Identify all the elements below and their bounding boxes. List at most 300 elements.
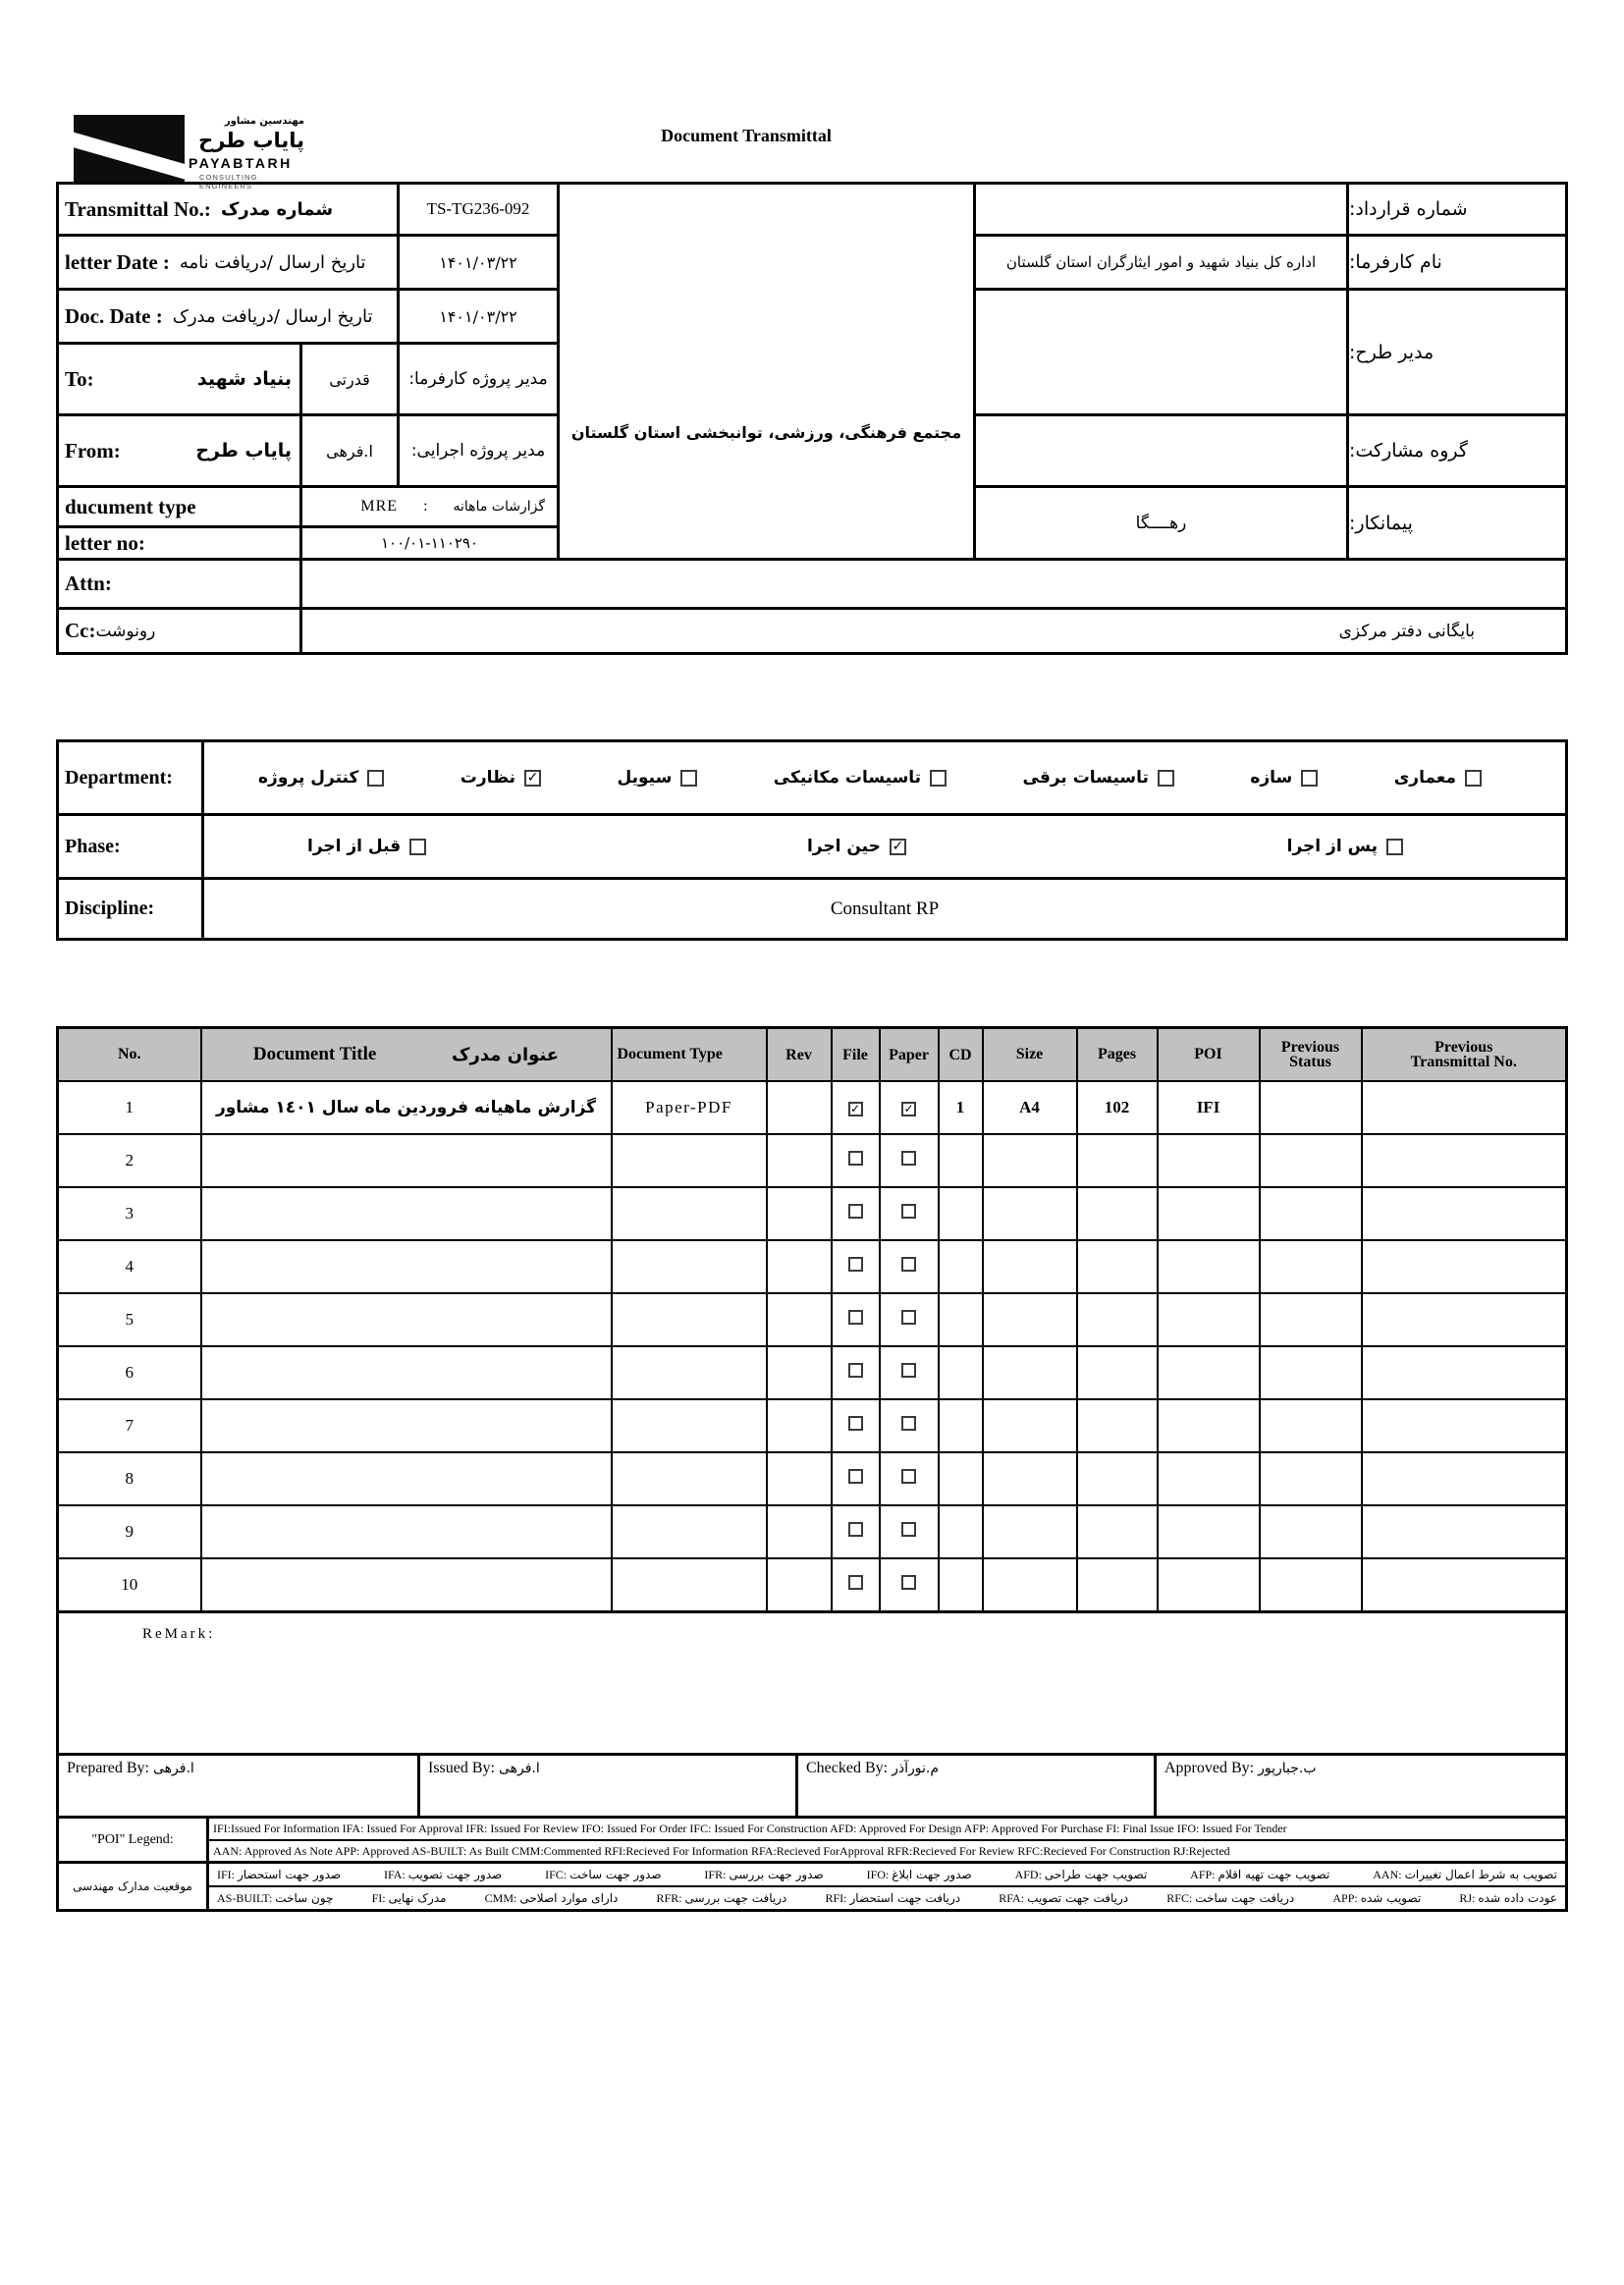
cell-poi: [1158, 1293, 1260, 1346]
cell-file: [832, 1240, 880, 1293]
cell-cd: [939, 1505, 983, 1558]
cell-prev-status: [1260, 1293, 1362, 1346]
cell-prev-status: [1260, 1187, 1362, 1240]
document-type-value-en: MRE: [360, 498, 399, 515]
cell-doc-type: [612, 1505, 767, 1558]
cell-title: [201, 1293, 612, 1346]
signature-label: Issued By:: [428, 1760, 499, 1776]
cell-file: [832, 1293, 880, 1346]
department-label: معماری: [1393, 768, 1456, 788]
contract-no-value: [976, 185, 1349, 237]
cell-size: [983, 1187, 1077, 1240]
cell-no: 8: [58, 1452, 201, 1505]
department-checkbox[interactable]: [1465, 770, 1482, 787]
department-item: [1023, 768, 1174, 788]
cell-title: [201, 1187, 612, 1240]
col-paper: Paper: [880, 1028, 939, 1082]
cell-title: گزارش ماهیانه فروردین ماه سال ١٤٠١ مشاور: [201, 1081, 612, 1134]
cell-prev-transmittal: [1362, 1346, 1567, 1399]
col-no: No.: [58, 1028, 201, 1082]
cell-rev: [767, 1187, 832, 1240]
cell-paper-checkbox[interactable]: [901, 1310, 916, 1325]
cell-doc-type: [612, 1346, 767, 1399]
legend-item-code: IFI:: [217, 1867, 238, 1881]
cell-cd: [939, 1399, 983, 1452]
classification-table: [56, 739, 1568, 941]
cell-paper-checkbox[interactable]: [901, 1416, 916, 1431]
page-title: Document Transmittal: [661, 126, 832, 145]
legend-item: [1373, 1868, 1557, 1882]
cell-size: [983, 1293, 1077, 1346]
signature-cell-checked-by-: [798, 1756, 1157, 1816]
cell-pages: [1077, 1134, 1158, 1187]
legend-item-code: IFO:: [866, 1867, 893, 1881]
cell-rev: [767, 1134, 832, 1187]
poi-legend-fa-label: موقعیت مدارک مهندسی: [59, 1864, 209, 1909]
header-table: [56, 182, 1568, 655]
department-label: نظارت: [460, 768, 515, 788]
document-list-table: [56, 1026, 1568, 1613]
attn-label: Attn:: [65, 571, 112, 595]
cell-no: 6: [58, 1346, 201, 1399]
cell-pages: [1077, 1187, 1158, 1240]
cell-no: 1: [58, 1081, 201, 1134]
legend-item: [217, 1868, 341, 1882]
legend-item-text: تصویب جهت طراحی: [1044, 1867, 1148, 1881]
cell-title: [201, 1452, 612, 1505]
cell-prev-status: [1260, 1399, 1362, 1452]
department-label: سیویل: [617, 768, 673, 788]
letter-no-label: letter no:: [65, 530, 145, 555]
document-type-value-fa: گزارشات ماهانه: [453, 499, 545, 515]
cell-doc-type: [612, 1134, 767, 1187]
signature-label: Checked By:: [806, 1760, 893, 1776]
cell-no: 2: [58, 1134, 201, 1187]
signature-cell-approved-by-: [1157, 1756, 1565, 1816]
cell-file-checkbox[interactable]: [848, 1151, 863, 1166]
doc-date-label-en: Doc. Date :: [65, 303, 163, 328]
letter-date-value-text: ۱۴۰۱/۰۳/۲۲: [439, 252, 517, 272]
cell-prev-transmittal: [1362, 1399, 1567, 1452]
legend-item-code: APP:: [1332, 1890, 1361, 1905]
legend-item-text: صدور جهت استحضار: [238, 1867, 342, 1881]
cc-value-cell: [302, 610, 1565, 652]
cell-poi: [1158, 1558, 1260, 1612]
to-cell: [59, 345, 302, 416]
legend-item: [384, 1868, 502, 1882]
project-name-cell: [560, 185, 976, 561]
cell-paper: [880, 1134, 939, 1187]
cell-title: [201, 1558, 612, 1612]
col-cd: CD: [939, 1028, 983, 1082]
document-row: [58, 1505, 1567, 1558]
transmittal-no-label-cell: [59, 185, 400, 237]
from-value: پایاب طرح: [195, 440, 292, 462]
cell-prev-status: [1260, 1558, 1362, 1612]
cell-rev: [767, 1505, 832, 1558]
legend-item-text: صدور جهت ابلاغ: [892, 1867, 972, 1881]
signature-cell-prepared-by-: [59, 1756, 420, 1816]
cell-paper-checkbox[interactable]: [901, 1522, 916, 1537]
phase-label: پس از اجرا: [1286, 837, 1378, 856]
remark-label: ReMark:: [142, 1626, 216, 1642]
cc-value: بایگانی دفتر مرکزی: [1338, 621, 1475, 641]
cell-file: [832, 1399, 880, 1452]
poi-legend-table: [56, 1819, 1568, 1912]
cell-paper: [880, 1558, 939, 1612]
phase-label: حین اجرا: [806, 837, 881, 856]
cell-cd: [939, 1134, 983, 1187]
design-manager-value: [976, 291, 1349, 416]
legend-item-text: مدرک نهایی: [388, 1890, 447, 1905]
poi-legend-en-row-2: AAN: Approved As Note APP: Approved AS-BUILT: As Built CMM:Commented RFI:Recieved For Information RFA:Recieved ForApproval RFR:Recieved For Review RFC:Recieved For Construction RJ:Rejected: [209, 1841, 1565, 1864]
document-type-separator: :: [423, 498, 428, 515]
legend-item-code: AS-BUILT:: [217, 1890, 276, 1905]
phase-item: [807, 837, 906, 856]
department-checkbox[interactable]: [1301, 770, 1318, 787]
signature-cell-issued-by-: [420, 1756, 798, 1816]
phase-label: قبل از اجرا: [307, 837, 402, 856]
col-prev-status: Previous Status: [1260, 1028, 1362, 1082]
cell-file: [832, 1346, 880, 1399]
cell-pages: [1077, 1558, 1158, 1612]
cell-cd: [939, 1452, 983, 1505]
legend-item-text: تصویب به شرط اعمال تغییرات: [1404, 1867, 1557, 1881]
cell-rev: [767, 1452, 832, 1505]
jv-label: گروه مشارکت:: [1349, 416, 1565, 488]
cell-file-checkbox[interactable]: [848, 1416, 863, 1431]
cell-prev-status: [1260, 1346, 1362, 1399]
department-checkbox[interactable]: [680, 770, 697, 787]
doc-date-value: [400, 291, 560, 345]
cell-file-checkbox[interactable]: [848, 1310, 863, 1325]
cell-doc-type: [612, 1187, 767, 1240]
legend-item: [999, 1891, 1128, 1906]
legend-item: [657, 1891, 787, 1906]
department-checkbox[interactable]: [367, 770, 384, 787]
transmittal-no-label-en: Transmittal No.:: [65, 196, 211, 221]
cc-label-fa: رونوشت: [95, 621, 156, 641]
client-pm-role-label: مدیر پروژه کارفرما:: [400, 345, 560, 416]
col-poi: POI: [1158, 1028, 1260, 1082]
cell-cd: [939, 1558, 983, 1612]
department-item: [774, 768, 947, 788]
phase-item: [1287, 837, 1403, 856]
department-label: Department:: [65, 766, 173, 789]
department-item: [460, 768, 541, 788]
cell-paper-checkbox[interactable]: [901, 1102, 916, 1116]
discipline-label: Discipline:: [65, 898, 155, 919]
transmittal-no-label-fa: شماره مدرک: [220, 198, 334, 220]
phase-checkbox[interactable]: [1386, 839, 1403, 855]
department-checkbox[interactable]: [1158, 770, 1174, 787]
cell-file: [832, 1187, 880, 1240]
document-row: [58, 1240, 1567, 1293]
col-rev: Rev: [767, 1028, 832, 1082]
department-checkbox[interactable]: [930, 770, 947, 787]
cell-paper-checkbox[interactable]: [901, 1469, 916, 1484]
cell-paper-checkbox[interactable]: [901, 1151, 916, 1166]
cell-rev: [767, 1293, 832, 1346]
executive-pm-role-label: مدیر پروژه اجرایی:: [400, 416, 560, 488]
legend-item: [1459, 1891, 1557, 1906]
cell-file: [832, 1452, 880, 1505]
department-items: [204, 742, 1565, 816]
cell-no: 9: [58, 1505, 201, 1558]
cell-rev: [767, 1558, 832, 1612]
phase-checkbox[interactable]: [409, 839, 426, 855]
legend-item-text: دریافت جهت بررسی: [684, 1890, 787, 1905]
cell-cd: [939, 1240, 983, 1293]
logo-fa-name: پایاب طرح: [198, 129, 304, 152]
department-item: [1394, 768, 1482, 788]
discipline-value: Consultant RP: [830, 898, 940, 919]
col-title-en: Document Title: [252, 1044, 377, 1064]
poi-legend-label: "POI" Legend:: [59, 1819, 209, 1864]
phase-item: [307, 837, 426, 856]
legend-item-text: صدور جهت بررسی: [729, 1867, 824, 1881]
department-item: [258, 768, 384, 788]
document-row: [58, 1293, 1567, 1346]
cell-file-checkbox[interactable]: [848, 1204, 863, 1219]
logo-en-subtitle: CONSULTING ENGINEERS: [199, 173, 258, 190]
cc-label-cell: [59, 610, 302, 652]
department-checkbox[interactable]: [524, 770, 541, 787]
col-title: [201, 1028, 612, 1082]
cell-prev-transmittal: [1362, 1187, 1567, 1240]
to-person: قدرتی: [302, 345, 400, 416]
contractor-label: پیمانکار:: [1349, 488, 1565, 561]
department-label: کنترل پروژه: [258, 768, 359, 788]
signature-name: ا.فرهی: [499, 1761, 540, 1776]
cell-file: [832, 1081, 880, 1134]
poi-legend-fa-row-1: [209, 1864, 1565, 1887]
col-title-fa: عنوان مدرک: [452, 1044, 560, 1065]
legend-item: [1015, 1868, 1148, 1882]
legend-item: [372, 1891, 447, 1906]
legend-item-code: RFA:: [999, 1890, 1028, 1905]
legend-item-code: RFC:: [1166, 1890, 1196, 1905]
cell-poi: [1158, 1134, 1260, 1187]
document-type-value-cell: [302, 488, 560, 528]
document-row: [58, 1187, 1567, 1240]
legend-item: [545, 1868, 661, 1882]
cell-size: [983, 1346, 1077, 1399]
legend-item: [485, 1891, 619, 1906]
cell-file-checkbox[interactable]: [848, 1522, 863, 1537]
document-type-label: ducument type: [65, 494, 196, 518]
cell-title: [201, 1399, 612, 1452]
col-doc-type: Document Type: [612, 1028, 767, 1082]
cell-file-checkbox[interactable]: [848, 1257, 863, 1272]
legend-item-text: تصویب جهت تهیه اقلام: [1218, 1867, 1330, 1881]
phase-checkbox[interactable]: [890, 839, 906, 855]
legend-item-code: RJ:: [1459, 1890, 1479, 1905]
document-row: [58, 1452, 1567, 1505]
cell-paper: [880, 1346, 939, 1399]
cell-prev-status: [1260, 1240, 1362, 1293]
department-label: تاسیسات مکانیکی: [773, 768, 922, 788]
cell-pages: [1077, 1293, 1158, 1346]
phase-items: [204, 816, 1565, 880]
cell-no: 10: [58, 1558, 201, 1612]
document-row: [58, 1558, 1567, 1612]
transmittal-no-value: TS-TG236-092: [400, 185, 560, 237]
cell-size: [983, 1134, 1077, 1187]
cell-prev-transmittal: [1362, 1240, 1567, 1293]
cell-paper: [880, 1399, 939, 1452]
cell-poi: IFI: [1158, 1081, 1260, 1134]
cell-rev: [767, 1346, 832, 1399]
signature-name: ب.جبارپور: [1258, 1761, 1317, 1776]
company-logo-icon: [74, 115, 185, 184]
cell-size: [983, 1240, 1077, 1293]
cell-paper: [880, 1081, 939, 1134]
legend-item: [825, 1891, 960, 1906]
legend-item-code: AAN:: [1373, 1867, 1405, 1881]
legend-item-code: AFP:: [1190, 1867, 1218, 1881]
contract-no-label: شماره قرارداد:: [1349, 185, 1565, 237]
cell-paper-checkbox[interactable]: [901, 1204, 916, 1219]
cell-prev-transmittal: [1362, 1558, 1567, 1612]
department-item: [617, 768, 697, 788]
doc-date-label-fa: تاریخ ارسال /دریافت مدرک: [172, 305, 373, 327]
cell-no: 3: [58, 1187, 201, 1240]
cell-paper-checkbox[interactable]: [901, 1257, 916, 1272]
attn-value-cell: [302, 561, 1565, 610]
client-name-value: اداره کل بنیاد شهید و امور ایثارگران استان گلستان: [976, 237, 1349, 291]
project-name: مجتمع فرهنگی، ورزشی، توانبخشی استان گلستان: [570, 423, 962, 442]
cell-paper: [880, 1452, 939, 1505]
logo-swoosh-shape: [74, 131, 185, 184]
cell-poi: [1158, 1399, 1260, 1452]
legend-item-text: دریافت جهت ساخت: [1195, 1890, 1295, 1905]
contractor-value: رهــــگا: [976, 488, 1349, 561]
legend-item-text: صدور جهت ساخت: [569, 1867, 662, 1881]
cell-prev-transmittal: [1362, 1293, 1567, 1346]
cell-rev: [767, 1240, 832, 1293]
col-size: Size: [983, 1028, 1077, 1082]
cell-doc-type: [612, 1240, 767, 1293]
cell-file-checkbox[interactable]: [848, 1363, 863, 1378]
cell-paper: [880, 1240, 939, 1293]
cell-title: [201, 1505, 612, 1558]
cell-prev-transmittal: [1362, 1081, 1567, 1134]
department-label-cell: [59, 742, 204, 816]
cell-file-checkbox[interactable]: [848, 1102, 863, 1116]
cell-paper-checkbox[interactable]: [901, 1363, 916, 1378]
legend-item: [217, 1891, 333, 1906]
cell-pages: [1077, 1399, 1158, 1452]
letter-no-value-cell: [302, 528, 560, 561]
cell-rev: [767, 1081, 832, 1134]
legend-item-text: عودت داده شده: [1478, 1890, 1557, 1905]
document-row: [58, 1134, 1567, 1187]
remark-section: [56, 1612, 1568, 1756]
legend-item-text: چون ساخت: [275, 1890, 334, 1905]
cell-pages: [1077, 1452, 1158, 1505]
cell-cd: [939, 1187, 983, 1240]
cell-file: [832, 1134, 880, 1187]
legend-item-code: IFA:: [383, 1867, 408, 1881]
design-manager-label: مدیر طرح:: [1349, 291, 1565, 416]
cell-title: [201, 1240, 612, 1293]
document-row: [58, 1346, 1567, 1399]
letter-no-value: ۱۰۰/۰۱-۱۱۰۲۹۰: [380, 534, 479, 552]
from-label: From:: [65, 438, 121, 462]
legend-item-code: FI:: [371, 1890, 389, 1905]
jv-value: [976, 416, 1349, 488]
cell-cd: 1: [939, 1081, 983, 1134]
cell-poi: [1158, 1452, 1260, 1505]
cell-pages: 102: [1077, 1081, 1158, 1134]
cell-poi: [1158, 1346, 1260, 1399]
cell-size: [983, 1452, 1077, 1505]
cell-prev-transmittal: [1362, 1505, 1567, 1558]
cell-doc-type: [612, 1293, 767, 1346]
cell-pages: [1077, 1240, 1158, 1293]
legend-item: [1332, 1891, 1421, 1906]
company-logo-text: [189, 116, 304, 190]
legend-item: [704, 1868, 823, 1882]
discipline-label-cell: [59, 880, 204, 938]
cc-label: Cc:: [65, 619, 96, 642]
cell-title: [201, 1134, 612, 1187]
cell-poi: [1158, 1187, 1260, 1240]
cell-no: 5: [58, 1293, 201, 1346]
legend-item-code: RFI:: [825, 1890, 850, 1905]
letter-date-label-fa: تاریخ ارسال /دریافت نامه: [179, 251, 366, 273]
document-type-label-cell: [59, 488, 302, 528]
legend-item-code: AFD:: [1014, 1867, 1045, 1881]
logo-fa-tagline: مهندسین مشاور: [224, 116, 304, 127]
cell-title: [201, 1346, 612, 1399]
signature-label: Prepared By:: [67, 1760, 153, 1776]
letter-date-value: [400, 237, 560, 291]
legend-item-text: دریافت جهت استحضار: [849, 1890, 961, 1905]
cell-no: 4: [58, 1240, 201, 1293]
cell-prev-status: [1260, 1081, 1362, 1134]
cell-size: A4: [983, 1081, 1077, 1134]
cell-file-checkbox[interactable]: [848, 1469, 863, 1484]
cell-paper: [880, 1505, 939, 1558]
letter-date-label-en: letter Date :: [65, 249, 170, 274]
cell-doc-type: [612, 1558, 767, 1612]
cell-paper: [880, 1293, 939, 1346]
cell-paper-checkbox[interactable]: [901, 1575, 916, 1590]
legend-item: [1166, 1891, 1294, 1906]
legend-item-text: دارای موارد اصلاحی: [519, 1890, 619, 1905]
department-label: سازه: [1250, 768, 1293, 788]
doc-date-value-text: ۱۴۰۱/۰۳/۲۲: [439, 306, 517, 326]
signature-name: ا.فرهی: [152, 1761, 194, 1776]
cell-pages: [1077, 1346, 1158, 1399]
cell-file-checkbox[interactable]: [848, 1575, 863, 1590]
cell-poi: [1158, 1240, 1260, 1293]
legend-item-code: IFR:: [704, 1867, 730, 1881]
cell-doc-type: Paper-PDF: [612, 1081, 767, 1134]
cell-no: 7: [58, 1399, 201, 1452]
from-person: ا.فرهی: [302, 416, 400, 488]
col-pages: Pages: [1077, 1028, 1158, 1082]
legend-item-text: صدور جهت تصویب: [407, 1867, 503, 1881]
cell-doc-type: [612, 1452, 767, 1505]
cell-prev-transmittal: [1362, 1134, 1567, 1187]
legend-item-code: CMM:: [484, 1890, 520, 1905]
col-file: File: [832, 1028, 880, 1082]
document-row: [58, 1081, 1567, 1134]
cell-doc-type: [612, 1399, 767, 1452]
